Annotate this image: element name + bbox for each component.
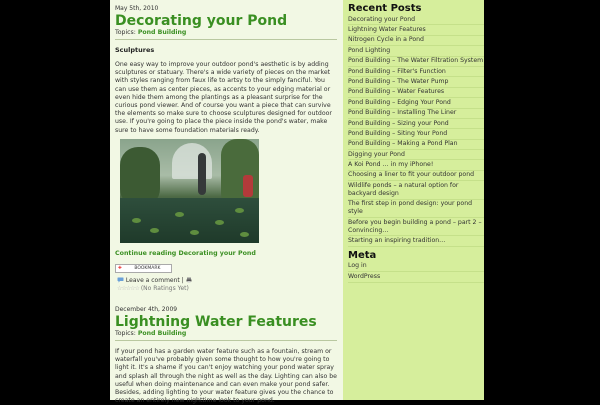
comment-bubble-icon: [117, 277, 124, 283]
recent-post-link[interactable]: Before you begin building a pond – part 2 – Convincing…: [348, 218, 482, 234]
post-subheading: Sculptures: [115, 46, 155, 54]
sidebar: [343, 0, 484, 400]
pond-sculpture-photo: [120, 139, 259, 243]
recent-post-link[interactable]: Pond Building – Siting Your Pond: [348, 129, 448, 137]
recent-post-item: [348, 150, 484, 160]
recent-post-item: [348, 46, 484, 56]
recent-post-link[interactable]: Pond Building – Edging Your Pond: [348, 98, 451, 106]
recent-posts-list: [343, 15, 484, 247]
recent-post-item: [348, 15, 484, 25]
recent-post-link[interactable]: Digging your Pond: [348, 150, 405, 158]
meta-heading: Meta: [348, 249, 377, 261]
recent-post-link[interactable]: Choosing a liner to fit your outdoor pond: [348, 171, 475, 179]
share-label: BOOKMARK: [134, 265, 161, 271]
recent-post-link[interactable]: Starting an inspiring tradition…: [348, 237, 446, 245]
recent-post-link[interactable]: Pond Building – Water Features: [348, 88, 445, 96]
login-link[interactable]: Log in: [348, 262, 367, 270]
bookmark-share-button[interactable]: [115, 264, 172, 273]
recent-post-link[interactable]: A Koi Pond … in my iPhone!: [348, 161, 434, 169]
rating-text: (No Ratings Yet): [140, 284, 189, 292]
recent-post-link[interactable]: Pond Building – Installing The Liner: [348, 109, 457, 117]
post-date: December 4th, 2009: [115, 306, 178, 313]
recent-post-link[interactable]: Pond Building – The Water Filtration System: [348, 57, 484, 65]
recent-post-item: [348, 181, 484, 199]
recent-post-link[interactable]: Pond Building – Filter's Function: [348, 67, 446, 75]
meta-list: [343, 262, 484, 283]
continue-reading-link[interactable]: Continue reading Decorating your Pond: [115, 249, 256, 257]
recent-post-item: [348, 98, 484, 108]
recent-post-item: [348, 171, 484, 181]
recent-post-item: [348, 77, 484, 87]
post-meta: Leave a comment |: [117, 277, 337, 285]
post-rating: [117, 285, 337, 293]
recent-post-item: [348, 140, 484, 150]
wordpress-link[interactable]: WordPress: [348, 272, 381, 280]
recent-post-item: [348, 57, 484, 67]
recent-post-item: [348, 160, 484, 170]
post-date: May 5th, 2010: [115, 5, 159, 12]
post-body: If your pond has a garden water feature such as a fountain, stream or waterfall you've probably given some thought to how you're going to light it. It's a shame if you can't enjoy watching your pond water spray and splash all through the night as well as the day. Lighting can also be useful when doing maintenance and can even make your pond safer. Besides, adding lighting to your water feature gives you the chance to create an entirely new nighttime look to your pond.: [115, 348, 337, 405]
recent-post-link[interactable]: Pond Building – The Water Pump: [348, 77, 449, 85]
post: [115, 306, 337, 405]
recent-post-link[interactable]: The first step in pond design: your pond style: [348, 200, 473, 216]
post-topics: [115, 330, 337, 341]
topics-label: Topics:: [115, 330, 136, 337]
recent-post-link[interactable]: Wildlife ponds – a natural option for backyard design: [348, 181, 459, 197]
print-icon[interactable]: [186, 277, 192, 283]
recent-post-link[interactable]: Pond Building – Sizing your Pond: [348, 119, 449, 127]
recent-post-item: [348, 236, 484, 246]
recent-post-item: [348, 109, 484, 119]
post-body: One easy way to improve your outdoor pond's aesthetic is by adding sculptures or statuary. There's a wide variety of pieces on the market with styles ranging from faux life to artsy to the simply fanciful. You can use them as center pieces, as accents to your edging material or even hide them among the plantings as a pleasant surprise for the curious pond viewer. And of course you want a piece that can survive the elements so make sure to choose sculptures designed for outdoor use. If you're going to place the piece inside the pond's water, make sure to have some foundation materials ready.: [115, 61, 332, 134]
meta-item: [348, 272, 484, 282]
recent-post-item: [348, 67, 484, 77]
recent-post-link[interactable]: Pond Building – Making a Pond Plan: [348, 140, 458, 148]
recent-post-item: [348, 129, 484, 139]
topics-label: Topics:: [115, 29, 136, 36]
recent-post-item: [348, 88, 484, 98]
meta-item: [348, 262, 484, 272]
recent-post-item: [348, 36, 484, 46]
recent-post-item: [348, 218, 484, 236]
topic-link[interactable]: Pond Building: [137, 330, 187, 337]
recent-post-link[interactable]: Nitrogen Cycle in a Pond: [348, 36, 424, 44]
recent-post-link[interactable]: Decorating your Pond: [348, 15, 416, 23]
leave-comment-link[interactable]: Leave a comment: [125, 276, 180, 284]
post-topics: [115, 29, 337, 40]
recent-post-link[interactable]: Lightning Water Features: [348, 25, 426, 33]
share-icon: ✚: [118, 265, 122, 271]
recent-post-item: [348, 119, 484, 129]
recent-posts-heading: Recent Posts: [348, 3, 422, 14]
post-title-link[interactable]: Decorating your Pond: [115, 13, 288, 29]
main-content: [110, 0, 343, 405]
post: [115, 0, 337, 293]
recent-post-item: [348, 25, 484, 35]
post-title-link[interactable]: Lightning Water Features: [115, 314, 317, 330]
topic-link[interactable]: Pond Building: [137, 29, 187, 36]
recent-post-item: [348, 200, 484, 218]
recent-post-link[interactable]: Pond Lighting: [348, 46, 391, 54]
rating-stars-icon[interactable]: ☆☆☆☆☆: [117, 284, 139, 292]
